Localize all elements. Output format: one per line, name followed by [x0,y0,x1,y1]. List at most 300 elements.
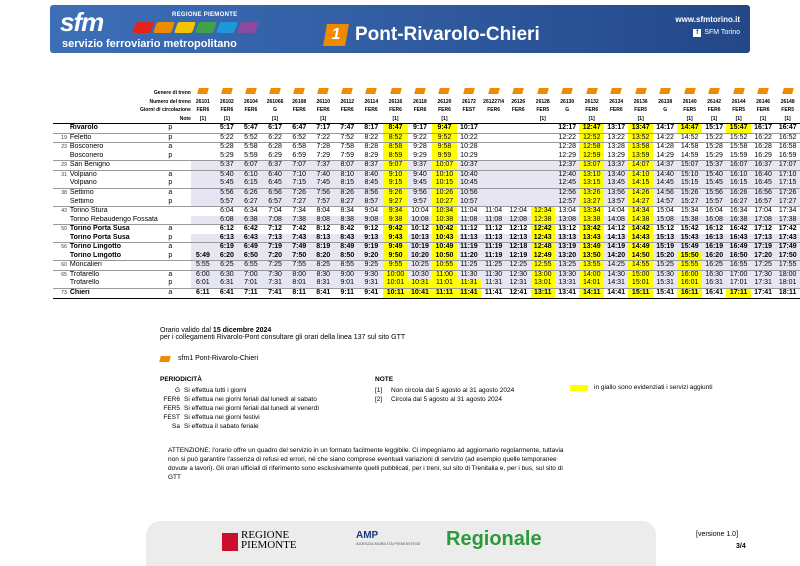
time-cell [531,133,555,143]
time-cell: 10:12 [408,225,432,234]
time-cell: 9:01 [335,279,359,288]
meta-cell: G [273,107,278,114]
sfm-line-icon [439,88,451,94]
time-cell: 11:12 [457,225,481,234]
station-name: San Benigno [69,161,169,171]
time-cell: 17:49 [775,243,800,252]
train-type-cell [653,88,677,98]
meta-cell: FER5 [536,107,550,114]
meta-cell: [1] [735,115,742,122]
time-cell: 12:31 [506,279,530,288]
arrival-departure: p [168,233,173,241]
time-cell: 13:07 [579,161,603,171]
version-label: [versione 1.0] [696,531,739,538]
time-cell: 16:34 [726,207,750,216]
sfm-line-icon [733,88,745,94]
time-cell: 16:30 [702,270,726,279]
time-cell: 14:31 [604,279,628,288]
time-cell: 13:26 [579,189,603,198]
time-cell: 17:31 [751,279,775,288]
time-cell: 17:20 [751,252,775,261]
meta-cell: FER6 [340,107,354,114]
time-cell: 10:15 [432,179,456,188]
time-cell: 5:59 [244,151,258,159]
time-cell: 10:41 [408,289,432,299]
time-cell: 5:22 [215,133,239,143]
time-cell: 16:49 [726,243,750,252]
time-cell: 8:25 [311,261,335,271]
time-cell: 14:42 [628,225,652,234]
station-name: Torino Lingotto [69,251,122,259]
time-cell: 9:45 [408,179,432,188]
time-cell: 6:38 [239,216,263,225]
time-cell: 13:17 [604,124,628,134]
time-cell: 12:12 [506,225,530,234]
time-cell: 6:07 [239,161,263,171]
time-cell: 17:50 [775,252,800,261]
time-cell: 14:28 [653,143,677,152]
time-cell: 8:45 [359,179,383,188]
arrival-departure: a [168,270,190,279]
time-cell: 14:27 [628,198,652,207]
meta-cell [506,115,530,124]
time-cell: 12:55 [531,261,555,271]
time-cell: 12:57 [555,198,579,207]
station-name: Volpiano [69,179,97,187]
time-cell: 16:31 [702,279,726,288]
time-cell: 14:52 [677,133,701,143]
table-row [53,152,800,161]
meta-cell: [1] [711,115,718,122]
time-cell: 16:26 [726,189,750,198]
meta-cell: 26101 [195,98,210,105]
time-cell: 8:56 [359,189,383,198]
time-cell: 9:19 [359,243,383,252]
time-cell: 14:50 [628,252,652,261]
time-cell: 13:27 [579,198,603,207]
regione-piemonte-logo: REGIONE PIEMONTE [241,529,297,551]
time-cell [191,189,215,198]
time-cell [506,198,530,207]
time-cell: 10:07 [432,161,456,171]
meta-cell: FEST [462,107,476,114]
time-cell: 11:08 [457,216,481,225]
time-cell: 6:47 [287,124,311,134]
time-cell: 8:57 [359,198,383,207]
time-cell: 9:12 [359,225,383,234]
table-row [53,225,800,234]
time-cell: 14:00 [579,270,603,279]
meta-cell: FER6 [220,107,234,114]
train-type-cell [335,88,359,98]
time-cell: 8:49 [335,243,359,252]
time-cell: 6:11 [191,289,215,299]
time-cell: 8:19 [311,243,335,252]
table-row [53,289,800,299]
station-number [53,179,69,188]
time-cell: 8:22 [359,133,383,143]
time-cell: 8:00 [287,270,311,279]
time-cell: 14:59 [680,151,699,159]
sfm-line-icon [221,88,233,94]
meta-cell: 26102 [219,98,234,105]
time-cell: 7:20 [263,252,287,261]
time-cell: 8:31 [311,279,335,288]
time-cell: 9:34 [383,207,407,216]
station-name: Feletto [69,133,169,143]
time-cell: 14:19 [604,243,628,252]
time-cell: 8:47 [383,124,407,134]
time-cell: 16:52 [775,133,800,143]
time-cell: 6:17 [263,124,287,134]
time-cell: 17:43 [775,234,800,243]
table-row [53,261,800,271]
time-cell: 6:34 [239,207,263,216]
meta-cell: [1] [588,115,595,122]
time-cell: 8:50 [335,252,359,261]
meta-label: Note [179,115,191,122]
time-cell: 6:49 [239,243,263,252]
time-cell: 11:20 [457,252,481,261]
time-cell: 10:01 [383,279,407,288]
time-cell: 9:50 [383,252,407,261]
time-cell: 7:22 [311,133,335,143]
time-cell: 15:13 [653,234,677,243]
meta-cell: FER6 [316,107,330,114]
train-type-cell [383,88,407,98]
meta-cell: 26118 [413,98,427,105]
time-cell: 13:43 [579,234,603,243]
time-cell: 14:30 [604,270,628,279]
time-cell: 6:28 [263,143,287,152]
time-cell [531,161,555,171]
train-type-cell [408,88,432,98]
time-cell: 16:07 [726,161,750,171]
station-number [53,98,69,107]
time-cell: 11:19 [481,252,506,261]
meta-label: Giorni di circolazione [140,107,191,114]
train-type-cell [263,88,287,98]
time-cell: 13:25 [555,261,579,271]
time-cell: 13:00 [531,270,555,279]
arrival-departure: a [168,225,190,234]
time-cell [191,225,215,234]
meta-cell [604,115,628,124]
time-cell: 12:58 [579,143,603,152]
time-cell: 14:22 [653,133,677,143]
meta-cell: FER6 [364,107,378,114]
time-cell: 17:30 [751,270,775,279]
time-cell: 10:27 [432,198,456,207]
table-row [53,198,800,207]
station-number [53,115,69,124]
time-cell: 11:12 [481,225,506,234]
time-cell: 10:19 [408,243,432,252]
time-cell: 5:49 [191,252,215,261]
meta-cell: 26148 [780,98,795,105]
time-cell: 16:13 [702,234,726,243]
time-cell: 11:31 [481,279,506,288]
meta-cell: 26144 [731,98,746,105]
train-type-cell [287,88,311,98]
time-cell: 6:43 [239,234,263,243]
time-cell: 12:47 [579,124,603,134]
time-cell [481,179,506,188]
meta-cell: 26134 [609,98,624,105]
time-cell: 14:08 [604,216,628,225]
train-type-cell [239,88,263,98]
time-cell [191,133,215,143]
time-cell: 13:30 [555,270,579,279]
time-cell: 9:13 [359,234,383,243]
sfm-line-icon [317,88,329,94]
time-cell: 12:42 [531,225,555,234]
station-name: Torino Stura [69,207,169,216]
table-row [53,252,800,261]
time-cell: 14:13 [604,234,628,243]
time-cell: 7:13 [263,234,287,243]
arrival-departure: p [168,279,173,287]
time-cell: 6:29 [268,151,282,159]
time-cell: 6:04 [215,207,239,216]
time-cell: 15:00 [628,270,652,279]
arrival-departure: p [168,197,173,205]
time-cell: 7:01 [239,279,263,288]
time-cell: 12:13 [506,234,530,243]
time-cell: 10:00 [383,270,407,279]
meta-cell: [1] [539,115,546,122]
meta-row [53,88,800,98]
time-cell [531,124,555,134]
time-cell: 11:30 [457,270,481,279]
time-cell: 6:15 [239,179,263,188]
time-cell: 17:55 [775,261,800,271]
time-cell: 6:58 [287,143,311,152]
station-number: 50 [53,225,69,234]
time-cell: 6:20 [215,252,239,261]
meta-cell [359,115,383,124]
station-number [53,198,69,207]
time-cell: 16:28 [751,143,775,152]
time-cell: 10:29 [460,151,478,159]
sfm-line-icon [463,88,475,94]
time-cell: 12:30 [506,270,530,279]
time-cell: 9:38 [383,216,407,225]
time-cell: 12:29 [558,151,576,159]
arrival-departure: a [168,289,190,299]
time-cell: 10:08 [408,216,432,225]
region-label: REGIONE PIEMONTE [172,12,238,18]
time-cell: 13:13 [555,234,579,243]
time-cell [191,124,215,134]
time-cell: 16:27 [726,198,750,207]
time-cell: 8:10 [335,170,359,179]
station-number: 23 [53,143,69,152]
time-cell [531,198,555,207]
meta-cell: FER5 [732,107,746,114]
time-cell: 9:31 [359,279,383,288]
time-cell: 16:00 [677,270,701,279]
time-cell: 8:04 [311,207,335,216]
time-cell: 13:04 [555,207,579,216]
station-number: 60 [53,261,69,271]
footer-logos [146,521,656,566]
time-cell: 17:26 [775,189,800,198]
time-cell [191,152,215,161]
table-row [53,189,800,198]
time-cell: 8:01 [287,279,311,288]
station-number [53,234,69,243]
sfm-line-icon [365,88,377,94]
time-cell: 6:31 [215,279,239,288]
time-cell: 8:59 [383,152,407,161]
arrival-departure [168,161,190,171]
time-cell: 11:41 [457,289,481,299]
time-cell [191,207,215,216]
time-cell: 7:52 [335,133,359,143]
meta-cell: 26142 [707,98,722,105]
time-cell: 9:56 [408,189,432,198]
time-cell: 11:19 [481,243,506,252]
station-number: 43 [53,207,69,216]
meta-cell: [1] [441,115,448,122]
time-cell [481,198,506,207]
time-cell: 16:58 [775,143,800,152]
time-cell: 7:40 [311,170,335,179]
time-cell [191,234,215,243]
periodicity-legend: PERIODICITÀ G Si effettua tutti i giorni FER6 Si effettua nei giorni feriali dal lunedì al sabato FER5 Si effettua nei giorni feriali dal lunedì al venerdì FEST Si effettua nei giorni festivi Sa Si effettua il sabato feriale [160,376,320,430]
station-name: Settimo [69,197,94,205]
time-cell: 9:57 [408,198,432,207]
time-cell: 9:43 [383,234,407,243]
time-cell [531,152,555,161]
arrival-departure [168,261,190,271]
time-cell: 12:28 [555,143,579,152]
meta-cell: [1] [320,115,327,122]
timetable [53,88,800,299]
time-cell: 15:08 [653,216,677,225]
time-cell: 14:01 [579,279,603,288]
meta-cell: FER6 [292,107,306,114]
meta-cell [481,115,506,124]
train-type-cell [191,88,215,98]
time-cell: 8:07 [335,161,359,171]
time-cell: 16:29 [754,151,772,159]
time-cell: 13:52 [628,133,652,143]
time-cell [481,152,506,161]
time-cell: 6:01 [191,279,215,288]
line-badge: 1 [323,24,349,46]
time-cell: 15:40 [702,170,726,179]
train-type-cell [775,88,800,98]
amp-logo: AMP AGENZIA MOBILITÀ PIEMONTESE [356,530,421,546]
time-cell: 14:34 [628,207,652,216]
time-cell: 9:25 [359,261,383,271]
time-cell: 9:42 [383,225,407,234]
arrival-departure: a [168,243,190,252]
time-cell: 13:57 [604,198,628,207]
meta-cell: 26104 [243,98,258,105]
meta-cell: FER6 [487,107,500,114]
time-cell: 8:17 [359,124,383,134]
time-cell: 15:04 [653,207,677,216]
time-cell: 15:50 [677,252,701,261]
sfm-line-icon [390,88,402,94]
station-number: 56 [53,243,69,252]
time-cell: 10:13 [408,234,432,243]
meta-cell: FER6 [244,107,258,114]
time-cell: 15:12 [653,225,677,234]
time-cell: 16:12 [702,225,726,234]
time-cell: 9:47 [432,124,456,134]
time-cell: 10:34 [432,207,456,216]
time-cell: 15:20 [653,252,677,261]
meta-cell: 26140 [682,98,697,105]
time-cell: 13:58 [628,143,652,152]
time-cell: 5:17 [215,124,239,134]
station-name: Trofarello [69,279,100,287]
table-row [53,161,800,171]
table-row [53,207,800,216]
time-cell: 6:40 [263,170,287,179]
time-cell: 8:55 [335,261,359,271]
time-cell: 13:22 [604,133,628,143]
time-cell: 13:08 [555,216,579,225]
meta-cell: 26138 [658,98,673,105]
time-cell: 10:28 [457,143,481,152]
train-type-cell [702,88,726,98]
sfm-line-icon [708,88,720,94]
meta-cell: 26112 [340,98,355,105]
time-cell [531,189,555,198]
table-row [53,216,800,225]
website-link[interactable]: www.sfmtorino.it [675,15,740,24]
time-cell: 10:57 [457,198,481,207]
time-cell: 16:55 [726,261,750,271]
meta-row [53,115,800,124]
time-cell: 9:29 [413,151,427,159]
time-cell: 6:41 [215,289,239,299]
time-cell: 14:07 [628,161,652,171]
time-cell: 15:30 [653,270,677,279]
validity-text: Orario valido dal 15 dicembre 2024 per i collegamenti Rivarolo-Pont consultare gli orari della linea 137 sul sito GTT [160,327,406,341]
time-cell: 16:25 [702,261,726,271]
time-cell: 8:20 [311,252,335,261]
time-cell: 9:04 [359,207,383,216]
time-cell [531,170,555,179]
time-cell: 11:11 [432,289,456,299]
sfm-line-icon [488,88,500,94]
time-cell [506,179,530,188]
meta-cell: [1] [637,115,644,122]
time-cell: 9:26 [383,189,407,198]
time-cell: 15:38 [677,216,701,225]
time-cell: 14:10 [628,170,652,179]
meta-cell [335,115,359,124]
time-cell: 14:11 [579,289,603,299]
station-number: 29 [53,161,69,171]
meta-cell: [1] [272,115,279,122]
train-type-cell [579,88,603,98]
time-cell: 12:25 [506,261,530,271]
facebook-link[interactable]: f SFM Torino [693,29,740,37]
time-cell: 12:34 [531,207,555,216]
time-cell: 5:55 [191,261,215,271]
time-cell: 17:41 [751,289,775,299]
meta-cell: FER6 [438,107,451,114]
time-cell: 6:00 [191,270,215,279]
time-cell: 15:07 [677,161,701,171]
